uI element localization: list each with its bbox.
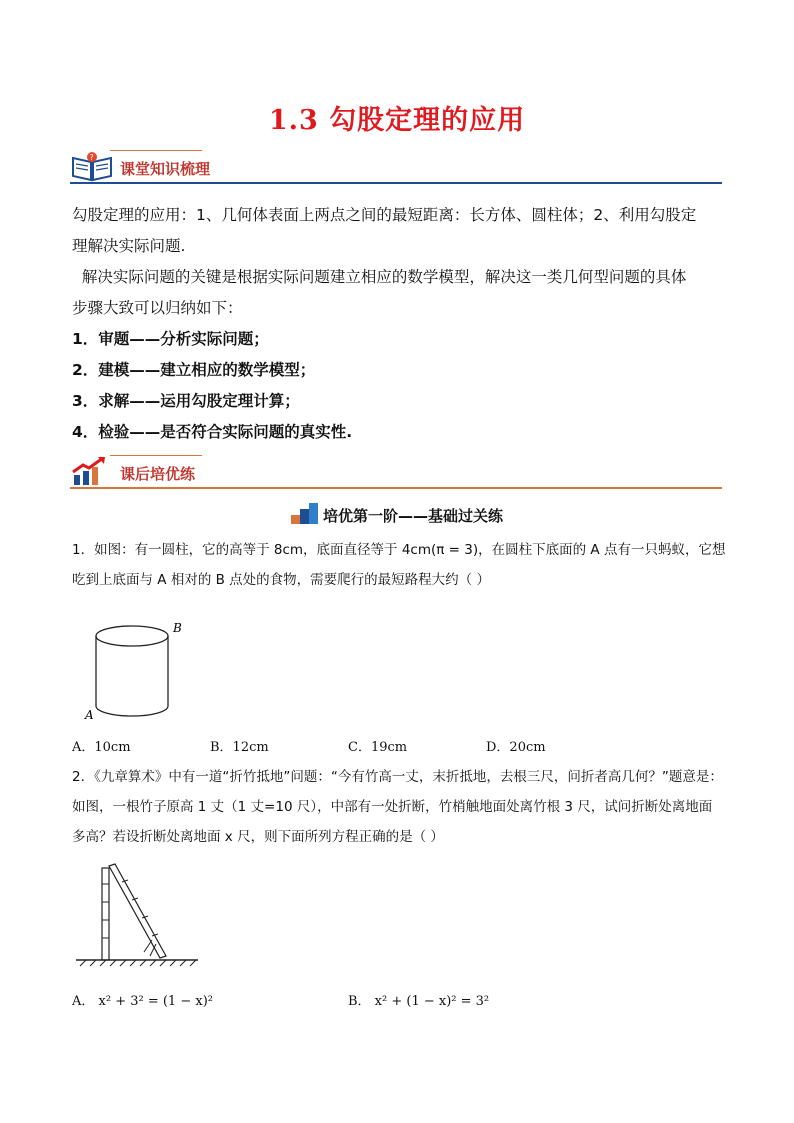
text-line: 2．《九章算术》中有一道“折竹抵地”问题：“今有竹高一丈，末折抵地，去根三尺，问折者高几何？”题意是：	[72, 769, 723, 785]
text-line: 吃到上底面与 A 相对的 B 点处的食物，需要爬行的最短路程大约（ ）	[72, 572, 490, 588]
section-heading: 课后培优练	[120, 465, 196, 483]
point-b-label: B	[173, 621, 182, 635]
option-b: B．12cm	[210, 740, 269, 755]
list-item: 4．检验——是否符合实际问题的真实性.	[72, 423, 353, 441]
section-top-rule	[110, 150, 202, 151]
section-rule	[70, 182, 722, 184]
knowledge-paragraph-2	[72, 262, 724, 324]
svg-text:?: ?	[89, 153, 94, 162]
section-top-rule	[110, 455, 202, 456]
section-rule	[70, 487, 722, 489]
section-heading: 课堂知识梳理	[120, 160, 211, 178]
cylinder-figure	[80, 615, 190, 725]
option-d: D．20cm	[486, 740, 546, 755]
q2-option-a: A． x² + 3² = (1 − x)²	[72, 994, 213, 1009]
question-1	[72, 535, 727, 595]
text-line: 1．如图：有一圆柱，它的高等于 8cm，底面直径等于 4cm(π = 3)，在圆柱下底面的 A 点有一只蚂蚁，它想	[72, 542, 726, 558]
list-item: 3．求解——运用勾股定理计算；	[72, 392, 300, 410]
knowledge-paragraph-1	[72, 200, 724, 262]
page-title: 1.3 勾股定理的应用	[268, 105, 526, 136]
text-line: 多高？若设折断处离地面 x 尺，则下面所列方程正确的是（ ）	[72, 829, 444, 845]
question-2	[72, 762, 727, 852]
list-item: 2．建模——建立相应的数学模型；	[72, 361, 316, 379]
steps-icon	[291, 503, 319, 525]
option-a: A．10cm	[72, 740, 131, 755]
growth-chart-icon	[70, 455, 114, 487]
q2-option-b: B． x² + (1 − x)² = 3²	[348, 994, 490, 1009]
section-header-practice	[70, 455, 722, 489]
sub-heading	[0, 503, 794, 526]
sub-heading-text: 培优第一阶——基础过关练	[322, 507, 503, 525]
bamboo-figure	[74, 860, 204, 972]
point-a-label: A	[85, 708, 94, 722]
text-line: 如图，一根竹子原高 1 丈（1 丈=10 尺），中部有一处折断，竹梢触地面处离竹根 3 尺，试问折断处离地面	[72, 799, 713, 815]
steps-list	[72, 324, 724, 448]
list-item: 1．审题——分析实际问题；	[72, 330, 269, 348]
section-header-knowledge	[70, 150, 722, 184]
text-line: 解决实际问题的关键是根据实际问题建立相应的数学模型，解决这一类几何型问题的具体	[72, 268, 687, 286]
option-c: C．19cm	[348, 740, 408, 755]
text-line: 勾股定理的应用：1、几何体表面上两点之间的最短距离：长方体、圆柱体；2、利用勾股定	[72, 206, 697, 224]
text-line: 理解决实际问题.	[72, 237, 186, 255]
text-line: 步骤大致可以归纳如下：	[72, 299, 243, 317]
book-icon	[70, 150, 114, 182]
